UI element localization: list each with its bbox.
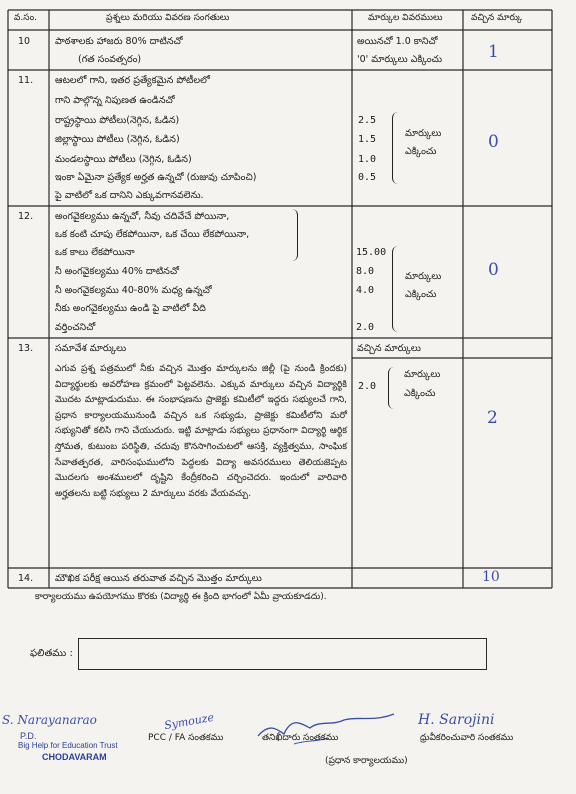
result-label: ఫలితము : <box>30 648 73 659</box>
signature-2-handwritten: Symouze <box>163 710 215 733</box>
row12-value: 2.0 <box>356 322 375 333</box>
signature-2-label: PCC / FA సంతకము <box>148 733 224 743</box>
row10-mark-handwritten: 1 <box>488 42 499 62</box>
row11-line: ఇంకా ఏమైనా ప్రత్యేక అర్హత ఉన్నచో (రుజువు చూపించి) <box>55 172 257 183</box>
row12-line: ఒక కాలు లేకపోయినా <box>55 247 135 258</box>
row12-value: 8.0 <box>356 266 375 277</box>
row12-value: 15.00 <box>356 247 387 258</box>
signature-4-label: ధ్రువీకరించువారి సంతకము <box>420 733 514 743</box>
result-field[interactable] <box>78 638 487 670</box>
row12-line: అంగవైకల్యము ఉన్నచో, నీవు చదివేచే పోయినా, <box>55 211 230 222</box>
header-sno: వ.సం. <box>14 13 38 23</box>
row11-value: 2.5 <box>358 115 377 126</box>
row11-value: 1.0 <box>358 154 377 165</box>
row10-line: (గత సంవత్సరం) <box>78 54 142 65</box>
row12-line: నీ అంగవైకల్యము 40-80% మధ్య ఉన్నచో <box>55 285 212 296</box>
signature-1-handwritten: S. Narayanarao <box>2 713 97 727</box>
row11-detail-label: మార్కులు <box>405 128 442 139</box>
row12-detail-label: మార్కులు <box>405 271 442 282</box>
stamp-line: Big Help for Education Trust <box>18 741 118 750</box>
signature-3-label: తనిఖీదారు సంతకము <box>262 733 339 743</box>
row13-detail-label: ఎక్కించు <box>404 388 436 399</box>
row10-line: పాఠశాలకు హాజరు 80% దాటినచో <box>55 36 183 47</box>
row11-line: పై వాటిలో ఒక దానిని ఎక్కువగానవలెను. <box>55 190 204 201</box>
header-marks-given: వచ్చిన మార్కు <box>471 13 523 23</box>
row13-mark-handwritten: 2 <box>487 408 498 428</box>
row12-value: 4.0 <box>356 285 375 296</box>
row11-value: 0.5 <box>358 172 377 183</box>
row12-brace <box>392 246 398 332</box>
row11-value: 1.5 <box>358 134 377 145</box>
row12-detail-label: ఎక్కించు <box>405 289 437 300</box>
row11-number: 11. <box>18 75 34 86</box>
signature-3-sub: (ప్రధాన కార్యాలయము) <box>325 756 408 766</box>
row13-title: సమావేశ మార్కులు <box>55 343 127 354</box>
row13-paragraph: ఎగువ ప్రశ్న పత్రములో నీకు వచ్చిన మొత్తం మార్కులను జిల్లీ (పై నుండి క్రిందకు) విద్యార్థులకు అవరోహణ క్రమంలో పెట్టవలెను. ఎక్కువ మార్కులు వచ్చిన విద్యార్థికి మొదట మాట్లాడుదుము. ఈ సంభాషణను ప్రాజెక్టు కమిటీలో ఇద్దరు సభ్యులచే గాని, ప్రధాన కార్యాలయమునుండి వచ్చిన ఒక సభ్యుడు, ప్రాజెక్టు కమిటీలోని మరో సభ్యునితో కలిసి గాని చేయుదురు. ఇట్టి మాట్లాడు సభ్యులు ప్రధానంగా విద్యార్థి ఆర్థిక స్తోమత, కుటుంబ పరిస్థితి, చదువు కొనసాగించుటలో ఆసక్తి, వ్యక్తిత్వము, సాంఘిక సేవాతత్పరత, వారిసంఘములోని పెద్దలకు విద్యా అవసరములు తెలియజెప్పట మొదలగు అంశములలో దృష్టిని కేంద్రీకరించి చర్చించెదరు. ఇందులో వారివారి అర్హతలను బట్టి సభ్యులు 2 మార్కులు వరకు వేయవచ్చు. <box>55 364 347 499</box>
row11-mark-handwritten: 0 <box>488 132 499 152</box>
office-use-note: కార్యాలయము ఉపయోగము కొరకు (విద్యార్థి ఈ క్రింది భాగంలో ఏమీ వ్రాయకూడదు). <box>35 592 327 602</box>
row12-brace-right <box>292 209 298 261</box>
stamp-line: P.D. <box>20 731 37 741</box>
row11-line: రాష్ట్రస్థాయి పోటీలు(నెగ్గిన, ఓడిన) <box>55 115 180 126</box>
row12-line: వర్తించనిచో <box>55 322 96 333</box>
row14-mark-handwritten: 10 <box>482 569 500 585</box>
signature-4-handwritten: H. Sarojini <box>418 712 495 728</box>
header-marks-detail: మార్కుల వివరములు <box>368 13 443 23</box>
row11-brace <box>392 112 398 184</box>
row10-detail: అయినచో 1.0 కానిచో <box>357 36 438 47</box>
row12-line: నీ అంగవైకల్యము 40% దాటినచో <box>55 266 179 277</box>
row11-line: మండలస్థాయి పోటీలు (నెగ్గిన, ఓడిన) <box>55 154 192 165</box>
row11-line: జిల్లాస్థాయి పోటీలు (నెగ్గిన, ఓడిన) <box>55 134 180 145</box>
row14-number: 14. <box>18 573 34 584</box>
row13-detail-header: వచ్చిన మార్కులు <box>357 343 421 354</box>
row11-line: గాని పాల్గొన్న నిపుణత ఉండినచో <box>55 95 175 106</box>
row10-number: 10 <box>18 36 31 47</box>
row13-number: 13. <box>18 343 34 354</box>
row11-line: ఆటలలో గాని, ఇతర ప్రత్యేకమైన పోటీలలో <box>55 75 210 86</box>
row10-detail: '0' మార్కులు ఎక్కించు <box>357 54 443 65</box>
header-questions: ప్రశ్నలు మరియు వివరణ సంగతులు <box>106 13 230 23</box>
row12-number: 12. <box>18 211 34 222</box>
row12-mark-handwritten: 0 <box>488 260 499 280</box>
row13-value: 2.0 <box>358 381 377 392</box>
row11-detail-label: ఎక్కించు <box>405 146 437 157</box>
row12-line: నీకు అంగవైకల్యము ఉండి పై వాటిలో వీది <box>55 303 206 314</box>
row12-line: ఒక కంటి చూపు లేకపోయినా, ఒక చేయి లేకపోయినా, <box>55 229 250 240</box>
stamp-line: CHODAVARAM <box>42 752 107 762</box>
row13-detail-label: మార్కులు <box>404 369 441 380</box>
row14-label: మౌఖిక పరీక్ష ఆయిన తరువాత వచ్చిన మొత్తం మార్కులు <box>55 573 262 584</box>
row13-brace <box>388 367 394 409</box>
